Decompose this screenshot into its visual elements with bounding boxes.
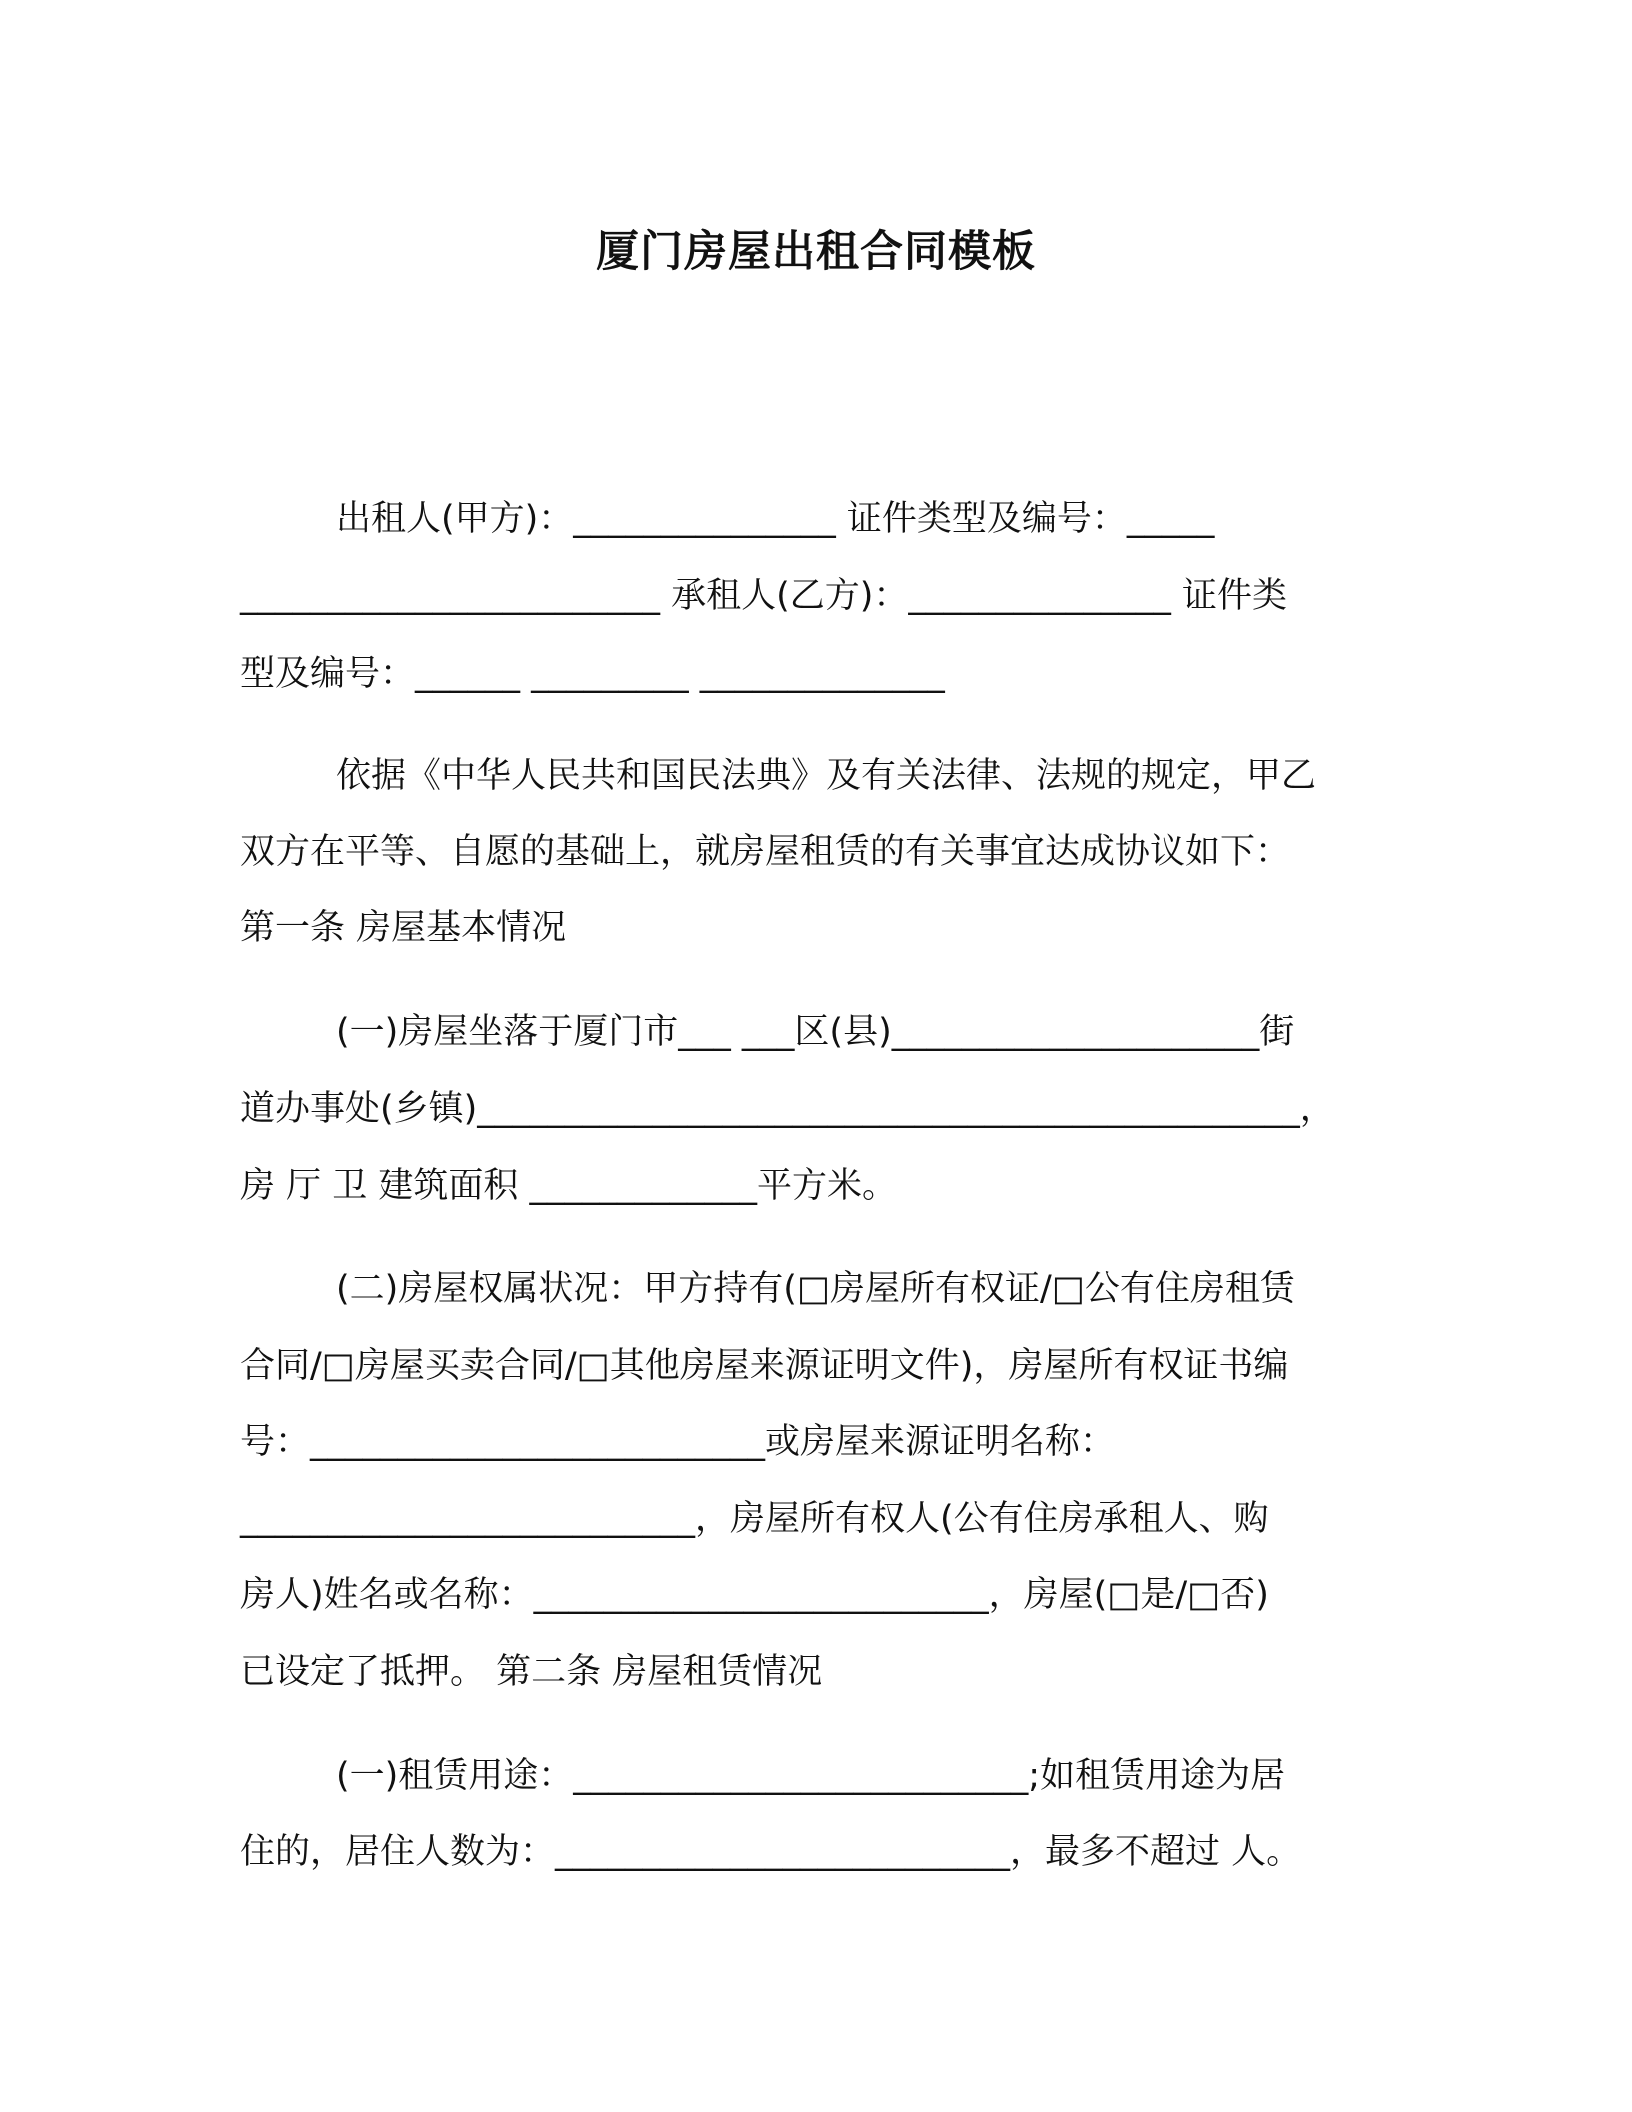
area-line: 房 厅 卫 建筑面积 _____________平方米。 [240, 1166, 898, 1206]
usage-line-2: 住的，居住人数为：__________________________，最多不超过 人。 [240, 1832, 1302, 1872]
lessee-id-line: 型及编号：______ _________ ______________ [240, 654, 945, 694]
ownership-line-5: 房人)姓名或名称：__________________________，房屋(□是/□否) [240, 1575, 1269, 1615]
preamble-line-1: 依据《中华人民共和国民法典》及有关法律、法规的规定，甲乙 [336, 756, 1317, 796]
lessor-line: 出租人(甲方)：_______________ 证件类型及编号：_____ [336, 499, 1215, 539]
document-title: 厦门房屋出租合同模板 [596, 227, 1036, 277]
usage-line-1: (一)租赁用途：__________________________;如租赁用途为居 [336, 1756, 1286, 1796]
location-line-2: 道办事处(乡镇)_______________________________________________， [240, 1089, 1335, 1129]
ownership-line-3: 号：__________________________或房屋来源证明名称： [240, 1422, 1116, 1462]
preamble-line-2: 双方在平等、自愿的基础上，就房屋租赁的有关事宜达成协议如下： [240, 832, 1291, 872]
ownership-line-4: __________________________，房屋所有权人(公有住房承租人、购 [240, 1499, 1269, 1539]
article-1-heading: 第一条 房屋基本情况 [240, 908, 567, 948]
article-2-heading-line: 已设定了抵押。 第二条 房屋租赁情况 [240, 1652, 823, 1692]
ownership-line-1: (二)房屋权属状况：甲方持有(□房屋所有权证/□公有住房租赁 [336, 1269, 1295, 1309]
ownership-line-2: 合同/□房屋买卖合同/□其他房屋来源证明文件)，房屋所有权证书编 [240, 1346, 1289, 1386]
lessee-line: ________________________ 承租人(乙方)：_______________ 证件类 [240, 576, 1288, 616]
location-line-1: (一)房屋坐落于厦门市___ ___区(县)_____________________街 [336, 1012, 1295, 1052]
